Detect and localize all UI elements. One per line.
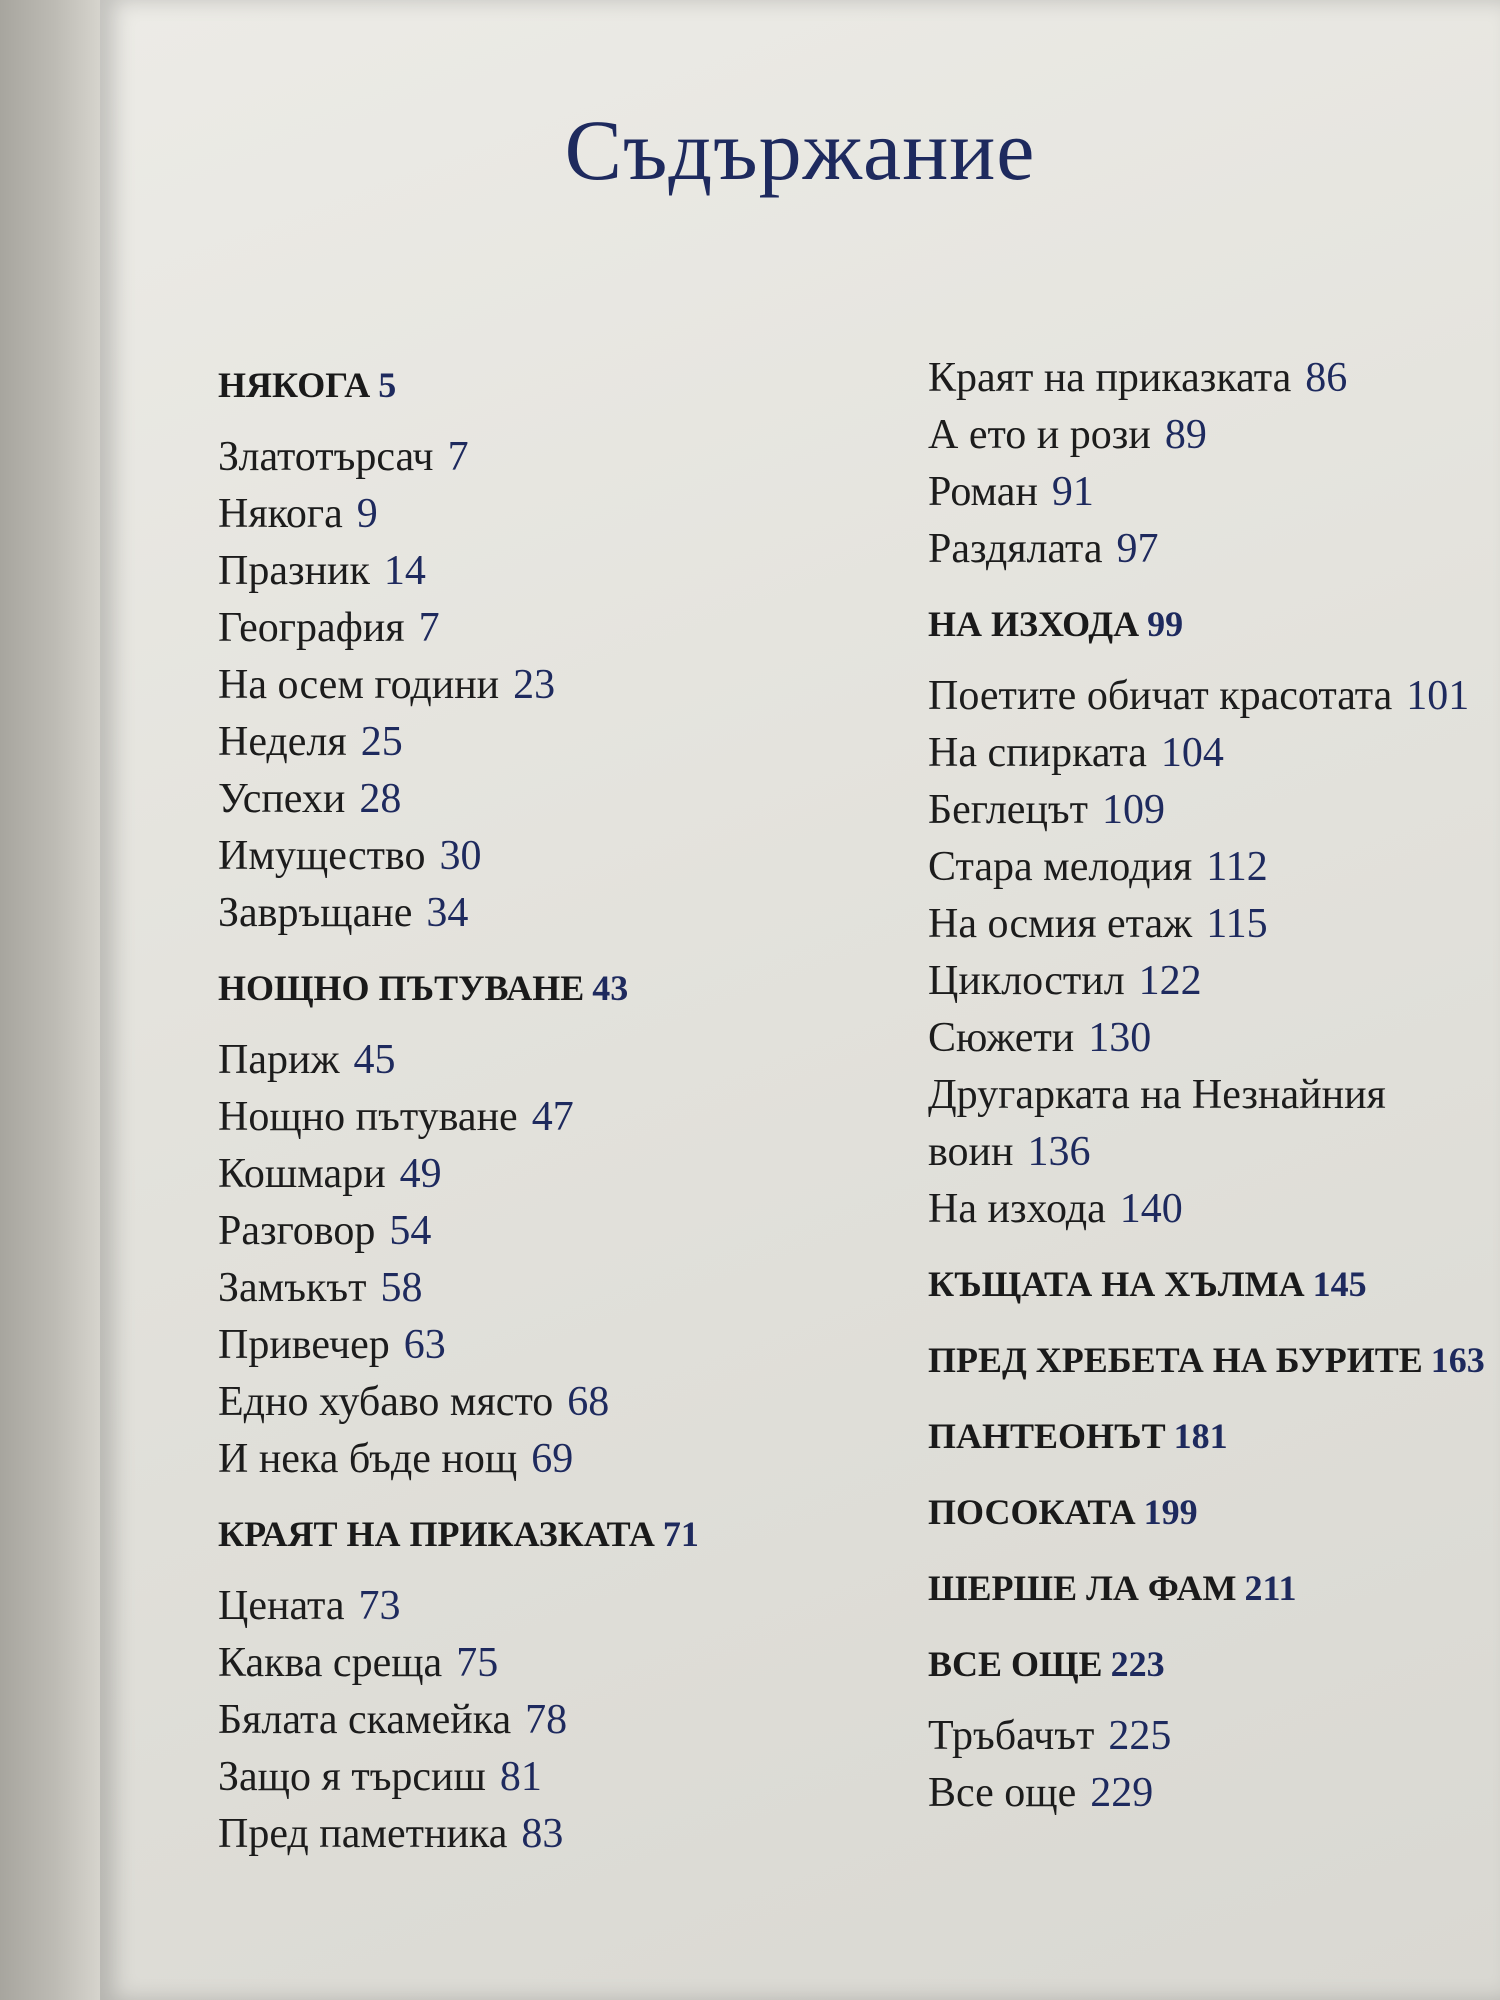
toc-right-column [928,350,1500,1822]
toc-entry-title: ШЕРШЕ ЛА ФАМ [928,1568,1237,1608]
toc-entry [928,725,1500,782]
toc-page-number: 69 [531,1436,574,1482]
toc-page-number: 211 [1244,1568,1297,1608]
toc-entry-title: НОЩНО ПЪТУВАНЕ [218,968,585,1008]
toc-entry [218,1749,858,1806]
toc-entry [218,1635,858,1692]
toc-page-number: 28 [359,776,402,822]
toc-page-number: 91 [1051,469,1094,515]
toc-entry [928,668,1500,725]
toc-section [928,1254,1500,1314]
toc-entry-title: ПОСОКАТА [928,1492,1136,1532]
toc-entry [218,1032,858,1089]
toc-entry [928,1067,1500,1181]
toc-entry [218,657,858,714]
toc-left-column [218,355,858,1863]
toc-entry-title: НА ИЗХОДА [928,604,1140,644]
toc-entry [928,407,1500,464]
toc-entry [928,782,1500,839]
toc-page-number: 130 [1088,1015,1152,1061]
toc-entry-title: Поетите обичат красотата [928,673,1393,719]
toc-entry-title: Краят на приказката [928,355,1292,401]
toc-page-number: 71 [662,1514,699,1554]
toc-entry-title: Кошмари [218,1151,386,1197]
toc-entry-title: Някога [218,491,343,537]
toc-entry-title: Имущество [218,833,426,879]
toc-entry-title: КРАЯТ НА ПРИКАЗКАТА [218,1514,655,1554]
toc-entry-title: Замъкът [218,1265,367,1311]
toc-page-number: 181 [1173,1416,1228,1456]
toc-section [928,1482,1500,1542]
toc-entry [928,896,1500,953]
toc-entry [218,714,858,771]
page-title: Съдържание [564,102,1036,198]
toc-page-number: 99 [1147,604,1184,644]
toc-entry [218,885,858,942]
toc-entry [928,1181,1500,1238]
toc-entry-title: Нощно пътуване [218,1094,518,1140]
book-page [100,0,1500,2000]
toc-entry-title: На осмия етаж [928,901,1193,947]
toc-page-number: 225 [1108,1713,1172,1759]
toc-page-number: 136 [1027,1129,1091,1175]
toc-page-number: 58 [380,1265,423,1311]
toc-page-number: 7 [418,605,440,651]
toc-page-number: 83 [521,1811,564,1857]
toc-entry [218,1146,858,1203]
toc-entry-title: Завръщане [218,890,413,936]
toc-page-number: 54 [389,1208,432,1254]
toc-page-number: 73 [358,1583,401,1629]
toc-page-number: 104 [1160,730,1224,776]
toc-entry-title: Раздялата [928,526,1103,572]
toc-page-number: 78 [525,1697,568,1743]
toc-entry-title: Роман [928,469,1038,515]
toc-entry-title: И нека бъде нощ [218,1436,518,1482]
toc-entry-title: Привечер [218,1322,390,1368]
toc-entry [218,1374,858,1431]
toc-entry [928,521,1500,578]
toc-page-number: 115 [1206,901,1268,947]
toc-entry-title: Неделя [218,719,347,765]
toc-entry [928,1765,1500,1822]
toc-entry-title: Защо я търсиш [218,1754,486,1800]
toc-entry [218,1692,858,1749]
toc-page-number: 163 [1430,1340,1485,1380]
toc-page-number: 23 [513,662,556,708]
toc-entry-title: А ето и рози [928,412,1151,458]
toc-entry [218,1260,858,1317]
toc-entry-title: Бялата скамейка [218,1697,512,1743]
toc-entry [218,429,858,486]
toc-page-number: 86 [1305,355,1348,401]
toc-entry-title: На изхода [928,1186,1106,1232]
toc-entry-title: Сюжети [928,1015,1075,1061]
book-spine [0,0,100,2000]
toc-entry [218,600,858,657]
toc-entry-title: Все още [928,1770,1077,1816]
toc-entry-title: Едно хубаво място [218,1379,554,1425]
toc-entry-title: Тръбачът [928,1713,1095,1759]
toc-entry [218,543,858,600]
toc-section [928,594,1500,654]
toc-page-number: 14 [383,548,426,594]
toc-page-number: 89 [1164,412,1207,458]
toc-entry-title: Париж [218,1037,340,1083]
toc-entry-title: Цената [218,1583,345,1629]
toc-entry [928,839,1500,896]
toc-entry-title: ВСЕ ОЩЕ [928,1644,1103,1684]
toc-page-number: 45 [353,1037,396,1083]
toc-entry-title: Циклостил [928,958,1125,1004]
toc-section [928,1330,1500,1390]
toc-section [218,958,858,1018]
toc-entry-title: Празник [218,548,370,594]
toc-page-number: 7 [447,434,469,480]
toc-page-number: 63 [403,1322,446,1368]
toc-page-number: 25 [360,719,403,765]
toc-entry [928,953,1500,1010]
toc-entry [218,1431,858,1488]
toc-page-number: 140 [1119,1186,1183,1232]
toc-page-number: 47 [531,1094,574,1140]
toc-page-number: 34 [426,890,469,936]
toc-entry-title: НЯКОГА [218,365,371,405]
toc-page-number: 9 [356,491,378,537]
toc-page-number: 68 [567,1379,610,1425]
toc-page-number: 109 [1102,787,1166,833]
toc-entry-title: На осем години [218,662,500,708]
toc-entry-title: На спирката [928,730,1147,776]
toc-entry [218,1203,858,1260]
toc-page-number: 229 [1090,1770,1154,1816]
toc-entry [928,464,1500,521]
toc-page-number: 43 [592,968,629,1008]
toc-entry [928,350,1500,407]
toc-entry [218,1089,858,1146]
toc-page-number: 75 [456,1640,499,1686]
toc-entry [218,1317,858,1374]
toc-page-number: 5 [378,365,397,405]
toc-entry-title: Разговор [218,1208,376,1254]
toc-page-number: 122 [1138,958,1202,1004]
toc-page-number: 112 [1206,844,1268,890]
toc-entry [218,771,858,828]
toc-section [928,1558,1500,1618]
toc-section [218,1504,858,1564]
toc-page-number: 199 [1143,1492,1198,1532]
toc-entry-title: Пред паметника [218,1811,508,1857]
toc-page-number: 101 [1406,673,1470,719]
toc-section [928,1634,1500,1694]
toc-page-number: 145 [1312,1264,1367,1304]
toc-entry-title: География [218,605,405,651]
toc-entry [928,1708,1500,1765]
toc-entry-title: Успехи [218,776,346,822]
toc-entry [218,828,858,885]
toc-page-number: 81 [499,1754,542,1800]
toc-entry-title: КЪЩАТА НА ХЪЛМА [928,1264,1305,1304]
toc-entry-title: Златотърсач [218,434,434,480]
toc-entry [218,1806,858,1863]
toc-entry-title: Беглецът [928,787,1089,833]
toc-section [928,1406,1500,1466]
toc-entry [928,1010,1500,1067]
toc-page-number: 223 [1110,1644,1165,1684]
toc-page-number: 97 [1116,526,1159,572]
toc-entry-title: Другарката на Незнайния воин [928,1072,1386,1175]
toc-page-number: 49 [399,1151,442,1197]
toc-entry-title: Стара мелодия [928,844,1193,890]
toc-page-number: 30 [439,833,482,879]
toc-entry-title: ПАНТЕОНЪТ [928,1416,1166,1456]
toc-entry-title: Каква среща [218,1640,443,1686]
toc-entry [218,486,858,543]
toc-entry [218,1578,858,1635]
toc-entry-title: ПРЕД ХРЕБЕТА НА БУРИТЕ [928,1340,1423,1380]
toc-section [218,355,858,415]
